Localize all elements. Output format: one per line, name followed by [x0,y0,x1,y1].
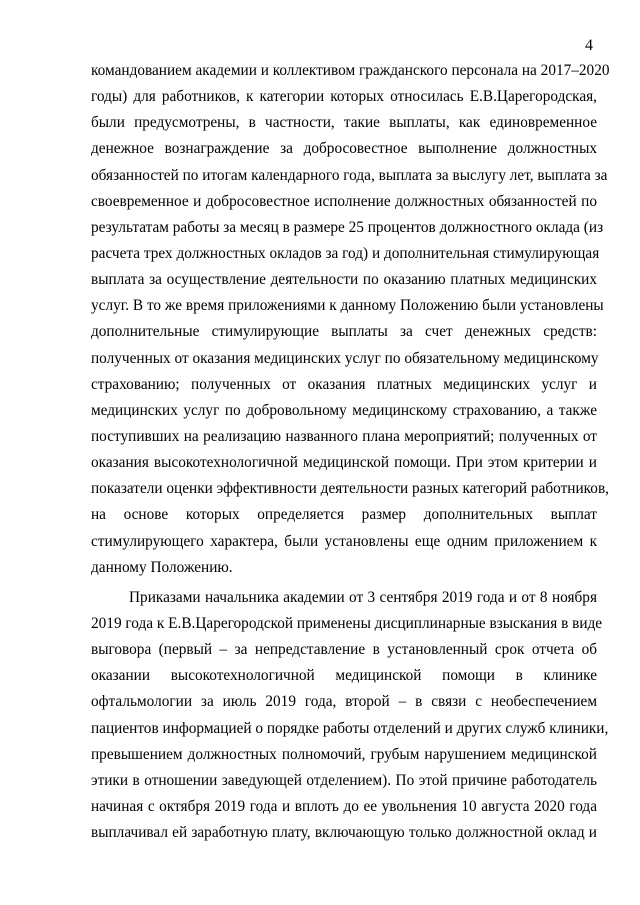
text-line: 2019 года к Е.В.Царегородской применены дисциплинарные взыскания в виде [91,614,603,632]
text-line: полученных от оказания медицинских услуг по обязательному медицинскому [91,349,599,367]
text-line: пациентов информацией о порядке работы отделений и других служб клиники, [91,719,609,737]
text-line: услуг. В то же время приложениями к данному Положению были установлены [91,297,604,315]
text-line: офтальмологии за июль 2019 года, второй – в связи с необеспечением [91,693,597,711]
text-line: дополнительные стимулирующие выплаты за счет денежных средств: [91,323,597,341]
text-line: оказания высокотехнологичной медицинской помощи. При этом критерии и [91,454,597,472]
text-line: Приказами начальника академии от 3 сентября 2019 года и от 8 ноября [129,588,597,606]
text-line: показатели оценки эффективности деятельности разных категорий работников, [91,480,609,498]
paragraph-2 [91,585,609,846]
body-text [91,58,610,846]
text-line: командованием академии и коллективом гражданского персонала на 2017–2020 [91,62,610,79]
text-line: на основе которых определяется размер дополнительных выплат [91,506,597,524]
text-line: поступивших на реализацию названного плана мероприятий; полученных от [91,427,597,445]
text-line: данному Положению. [91,558,233,576]
text-line: денежное вознаграждение за добросовестное выполнение должностных [91,140,597,158]
text-line: стимулирующего характера, были установлены еще одним приложением к [91,532,597,550]
text-line: оказании высокотехнологичной медицинской помощи в клинике [91,667,597,685]
text-line: выплачивал ей заработную плату, включающую только должностной оклад и [91,824,597,842]
text-line: результатам работы за месяц в размере 25 процентов должностного оклада (из [91,218,604,236]
text-line: обязанностей по итогам календарного года, выплата за выслугу лет, выплата за [91,166,608,184]
text-line: этики в отношении заведующей отделением). По этой причине работодатель [91,771,597,789]
text-line: страхованию; полученных от оказания платных медицинских услуг и [91,375,597,393]
text-line: медицинских услуг по добровольному медицинскому страхованию, а также [91,401,597,419]
text-line: выговора (первый – за непредставление в установленный срок отчета об [91,641,597,659]
page-number: 4 [585,37,593,54]
text-line: своевременное и добросовестное исполнение должностных обязанностей по [91,192,597,210]
text-line: расчета трех должностных окладов за год) и дополнительная стимулирующая [91,244,600,262]
text-line: были предусмотрены, в частности, такие выплаты, как единовременное [91,114,597,132]
text-line: годы) для работников, к категории которых относилась Е.В.Царегородская, [91,88,597,106]
paragraph-1 [91,58,610,581]
text-line: выплата за осуществление деятельности по оказанию платных медицинских [91,271,597,289]
text-line: начиная с октября 2019 года и вплоть до ее увольнения 10 августа 2020 года [91,797,597,815]
text-line: превышением должностных полномочий, грубым нарушением медицинской [91,745,597,763]
